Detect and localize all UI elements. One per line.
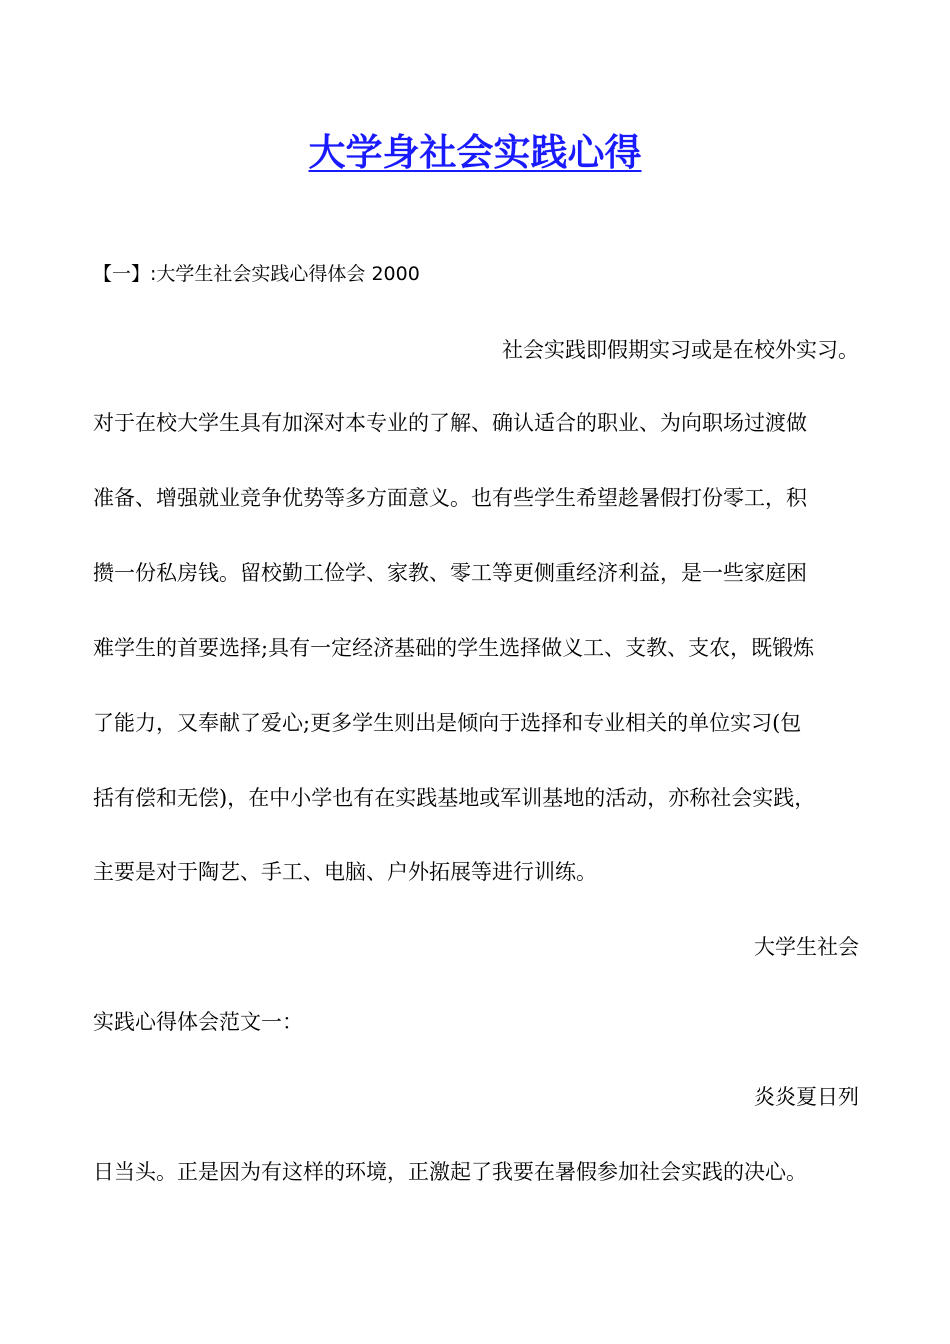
paragraph-line: 炎炎夏日列: [754, 1085, 859, 1109]
paragraph-line: 对于在校大学生具有加深对本专业的了解、确认适合的职业、为向职场过渡做: [93, 411, 807, 435]
paragraph-line: 主要是对于陶艺、手工、电脑、户外拓展等进行训练。: [93, 860, 597, 884]
section-heading: 【一】:大学生社会实践心得体会 2000: [93, 263, 420, 285]
paragraph-line: 难学生的首要选择;具有一定经济基础的学生选择做义工、支教、支农，既锻炼: [93, 636, 815, 660]
paragraph-line: 日当头。正是因为有这样的环境，正激起了我要在暑假参加社会实践的决心。: [93, 1160, 807, 1184]
paragraph-line: 实践心得体会范文一：: [93, 1010, 303, 1034]
paragraph-line: 大学生社会: [754, 935, 859, 959]
paragraph-line: 准备、增强就业竞争优势等多方面意义。也有些学生希望趁暑假打份零工，积: [93, 486, 807, 510]
document-title[interactable]: 大学身社会实践心得: [308, 131, 642, 174]
paragraph-line: 了能力，又奉献了爱心;更多学生则出是倾向于选择和专业相关的单位实习(包: [93, 711, 802, 735]
paragraph-line: 社会实践即假期实习或是在校外实习。: [502, 338, 859, 362]
paragraph-line: 攒一份私房钱。留校勤工俭学、家教、零工等更侧重经济利益，是一些家庭困: [93, 561, 807, 585]
paragraph-line: 括有偿和无偿)，在中小学也有在实践基地或军训基地的活动，亦称社会实践，: [93, 786, 816, 810]
